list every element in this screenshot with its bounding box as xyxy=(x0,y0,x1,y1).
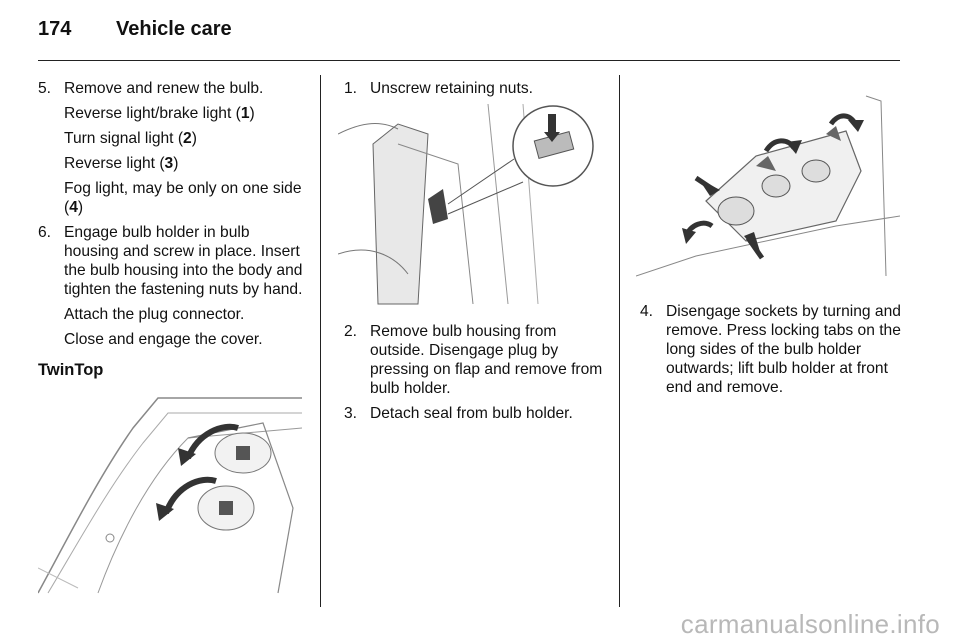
step-number: 3. xyxy=(344,405,358,422)
step-text: Engage bulb holder in bulb housing and screw in place. Insert the bulb housing into the body and tighten the fastening nuts by hand. xyxy=(64,224,303,298)
step-text: Disengage sockets by turning and remove. Press locking tabs on the long sides of the bulb holder outwards; lift bulb holder at front end and remove. xyxy=(666,303,901,396)
twintop-heading: TwinTop xyxy=(38,361,104,379)
step-text: Detach seal from bulb holder. xyxy=(370,405,573,422)
column-divider-right xyxy=(619,75,620,607)
bulb-line-2: Turn signal light (2) xyxy=(64,130,197,147)
column-3 xyxy=(640,302,902,403)
section-title: Vehicle care xyxy=(116,18,232,40)
bulb-line-4: Fog light, may be only on one side (4) xyxy=(64,180,302,216)
twintop-tail-light-illustration xyxy=(38,388,302,596)
column-2-lower xyxy=(344,322,606,429)
bulb-line-3: Reverse light (3) xyxy=(64,155,179,172)
step-text: Remove and renew the bulb. xyxy=(64,80,264,97)
step-extra-2: Close and engage the cover. xyxy=(64,331,263,348)
step-text: Unscrew retaining nuts. xyxy=(370,80,533,97)
step-text: Remove bulb housing from outside. Disengage plug by pressing on flap and remove from bulb holder. xyxy=(370,323,603,397)
step-2 xyxy=(344,322,606,398)
step-number: 4. xyxy=(640,303,654,320)
header-divider xyxy=(38,60,900,61)
step-extra-1: Attach the plug connector. xyxy=(64,306,245,323)
step-5 xyxy=(38,79,308,217)
step-number: 1. xyxy=(344,80,358,97)
step-6 xyxy=(38,223,308,349)
step-4 xyxy=(640,302,902,397)
column-divider-left xyxy=(320,75,321,607)
page-number: 174 xyxy=(38,18,72,40)
step-number: 5. xyxy=(38,80,52,97)
step-1 xyxy=(344,79,606,98)
step-number: 6. xyxy=(38,224,52,241)
retaining-nuts-illustration xyxy=(338,104,602,310)
column-1 xyxy=(38,79,308,380)
page-header xyxy=(38,18,232,48)
bulb-line-1: Reverse light/brake light (1) xyxy=(64,105,255,122)
watermark: carmanualsonline.info xyxy=(680,609,940,639)
column-2 xyxy=(344,79,606,104)
step-3 xyxy=(344,404,606,423)
step-number: 2. xyxy=(344,323,358,340)
bulb-holder-illustration xyxy=(636,76,900,284)
